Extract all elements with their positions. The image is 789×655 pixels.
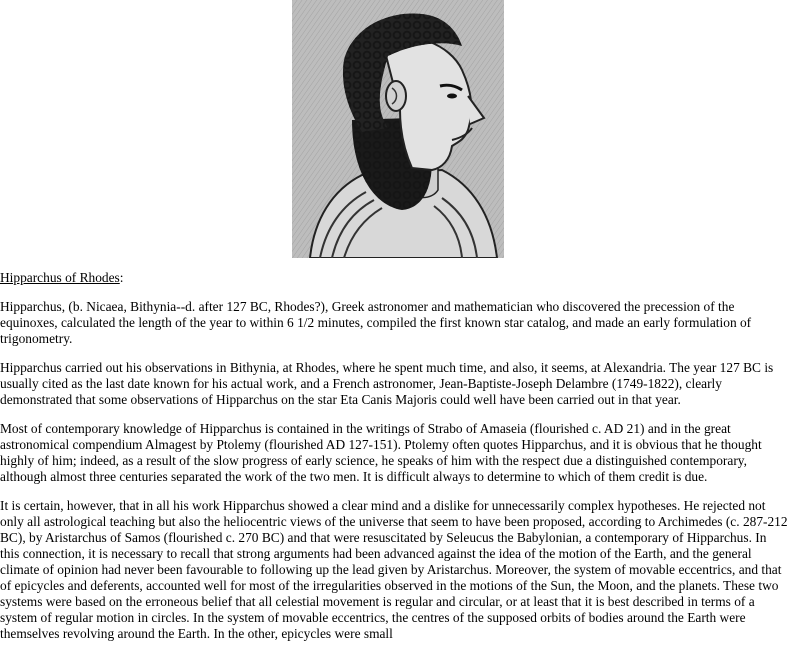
paragraph-intro: Hipparchus, (b. Nicaea, Bithynia--d. after 127 BC, Rhodes?), Greek astronomer and mathematician who discovered the precession of the equinoxes, calculated the length of the year to within 6 1/2 minutes, compiled the first known star catalog, and made an early formulation of trigonometry. — [0, 299, 752, 346]
article-body — [0, 270, 789, 655]
hipparchus-of-rhodes-link[interactable]: Hipparchus of Rhodes — [0, 270, 120, 285]
paragraph-observations: Hipparchus carried out his observations in Bithynia, at Rhodes, where he spent much time, and also, it seems, at Alexandria. The year 127 BC is usually cited as the last date known for his actual work, and a French astronomer, Jean-Baptiste-Joseph Delambre (1749-1822), clearly demonstrated that some observations of Hipparchus on the star Eta Canis Majoris could well have been carried out in that year. — [0, 360, 774, 407]
hipparchus-portrait — [292, 0, 504, 258]
article-heading — [0, 270, 789, 286]
heading-colon: : — [119, 270, 124, 285]
paragraph-sources: Most of contemporary knowledge of Hipparchus is contained in the writings of Strabo of Amaseia (flourished c. AD 21) and in the great astronomical compendium Almagest by Ptolemy (flourished AD 127-151). Ptolemy often quotes Hipparchus, and it is obvious that he thought highly of him; indeed, as a result of the slow progress of early science, he speaks of him with the respect due a distinguished contemporary, although almost three centuries separated the work of the two men. It is difficult always to determine to which of them credit is due. — [0, 421, 762, 484]
bust-engraving — [292, 0, 504, 258]
paragraph-hypotheses: It is certain, however, that in all his work Hipparchus showed a clear mind and a dislike for unnecessarily complex hypotheses. He rejected not only all astrological teaching but also the heliocentric views of the universe that seem to have been proposed, according to Archimedes (c. 287-212 BC), by Aristarchus of Samos (flourished c. 270 BC) and that were resuscitated by Seleucus the Babylonian, a contemporary of Hipparchus. In this connection, it is necessary to recall that strong arguments had been advanced against the idea of the motion of the Earth, and the general climate of opinion had never been favourable to following up the lead given by Aristarchus. Moreover, the system of movable eccentrics, and that of epicycles and deferents, accounted well for most of the irregularities observed in the motions of the Sun, the Moon, and the planets. These two systems were based on the erroneous belief that all celestial movement is regular and circular, or at least that it is best described in terms of a system of regular motion in circles. In the system of movable eccentrics, the centres of the supposed orbits of bodies around the Earth were themselves revolving around the Earth. In the other, epicycles were small — [0, 498, 788, 641]
